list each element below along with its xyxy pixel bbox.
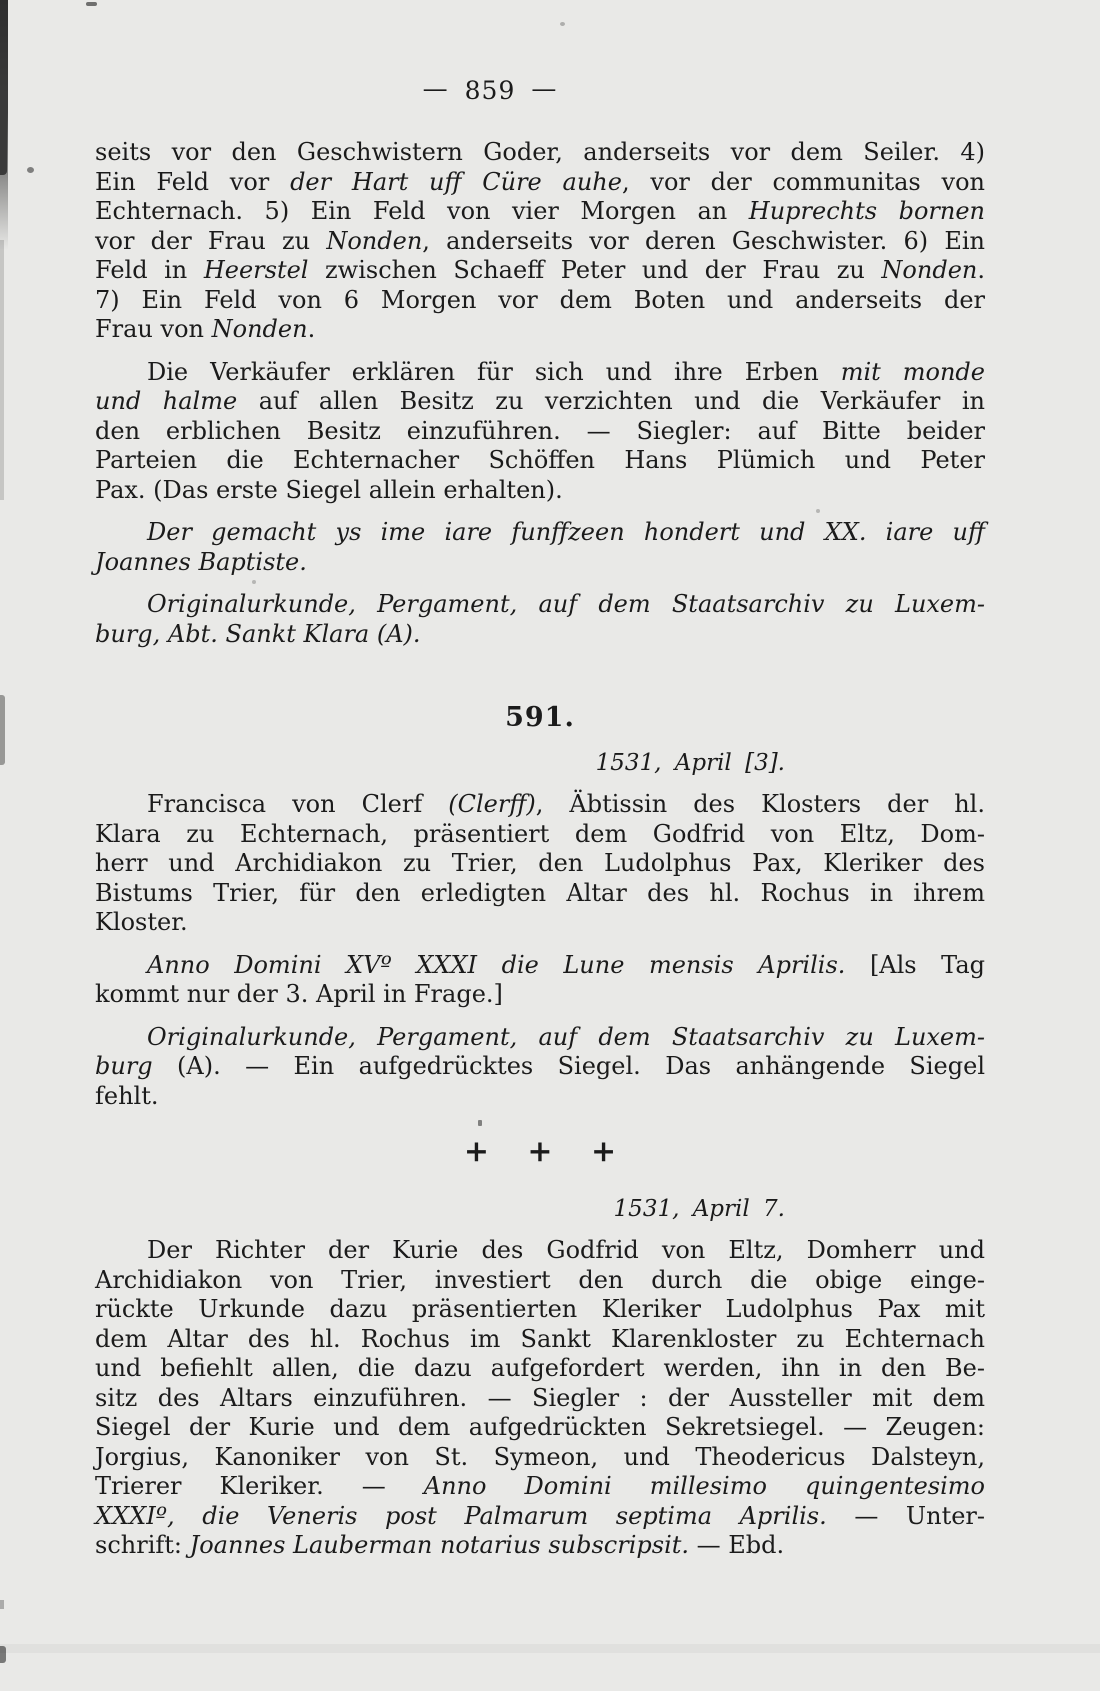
italic-text: der Hart uff Cüre auhe xyxy=(290,167,622,196)
scan-edge-artifact xyxy=(0,0,8,250)
text-line xyxy=(95,590,985,620)
text-line xyxy=(95,197,985,227)
date-line: 1531, April [3]. xyxy=(595,749,785,776)
italic-text: burg, Abt. Sankt Klara (A). xyxy=(95,619,421,648)
roman-text: auf allen Besitz zu verzichten und die Verkäufer in xyxy=(237,387,985,415)
text-line xyxy=(95,358,985,388)
scan-speck xyxy=(0,1600,4,1609)
text-line xyxy=(95,1384,985,1414)
italic-text: Joannes Lauberman notarius subscripsit. xyxy=(189,1531,690,1559)
text-line xyxy=(95,1354,985,1384)
text-line xyxy=(95,518,985,548)
text-line xyxy=(95,256,985,286)
roman-text: Parteien die Echternacher Schöffen Hans Plümich und Peter xyxy=(95,446,985,474)
roman-text: , anderseits vor deren Geschwister. 6) Ein xyxy=(422,226,986,255)
roman-text: zwischen Schaeff Peter und der Frau zu xyxy=(308,256,882,284)
roman-text: . xyxy=(307,315,316,343)
roman-text: (A). — Ein aufgedrücktes Siegel. Das anhängende Siegel xyxy=(152,1052,985,1080)
italic-text: Nonden xyxy=(211,315,308,343)
roman-text: . xyxy=(977,256,985,284)
roman-text: und befiehlt allen, die dazu aufgefordert werden, ihn in den Be- xyxy=(95,1354,985,1382)
roman-text: Ein Feld vor xyxy=(95,167,291,196)
paragraph xyxy=(95,790,985,938)
text-line xyxy=(95,417,985,447)
roman-text: vor der Frau zu xyxy=(95,226,327,255)
roman-text: — Ebd. xyxy=(689,1531,785,1559)
roman-text: , vor der communitas von xyxy=(621,167,985,196)
paragraph xyxy=(95,358,985,506)
paragraph xyxy=(95,138,985,345)
text-line xyxy=(95,1472,985,1502)
italic-text: Originalurkunde, Pergament, auf dem Staatsarchiv zu Luxem- xyxy=(147,1022,985,1051)
scan-edge-artifact xyxy=(0,240,4,500)
scan-edge-artifact xyxy=(0,695,5,765)
roman-text: schrift: xyxy=(95,1531,190,1559)
page-number-value: 859 xyxy=(464,76,516,105)
roman-text: herr und Archidiakon zu Trier, den Ludolphus Pax, Kleriker des xyxy=(95,849,985,877)
text-line xyxy=(95,1531,985,1561)
roman-text: Der Richter der Kurie des Godfrid von Eltz, Domherr und xyxy=(147,1236,985,1264)
roman-text: 7) Ein Feld von 6 Morgen vor dem Boten und anderseits der xyxy=(95,285,985,314)
roman-text: dem Altar des hl. Rochus im Sankt Klarenkloster zu Echternach xyxy=(95,1324,985,1353)
italic-text: burg xyxy=(95,1052,153,1080)
text-line xyxy=(95,1082,985,1112)
text-line xyxy=(95,1023,985,1053)
text-line xyxy=(95,951,985,981)
cross-separator: + + + xyxy=(463,1134,617,1169)
text-line xyxy=(95,168,985,198)
text-line xyxy=(95,315,985,345)
text-line xyxy=(95,1325,985,1355)
roman-text: seits vor den Geschwistern Goder, anderseits vor dem Seiler. 4) xyxy=(95,138,985,166)
italic-text: Anno Domini millesimo quingentesimo xyxy=(423,1472,985,1500)
roman-text: rückte Urkunde dazu präsentierten Kleriker Ludolphus Pax mit xyxy=(95,1295,985,1323)
entry-number-heading: 591. xyxy=(505,702,575,733)
text-line xyxy=(95,790,985,820)
roman-text: fehlt. xyxy=(95,1081,159,1110)
text-line xyxy=(95,286,985,316)
text-line xyxy=(95,820,985,850)
text-line xyxy=(95,620,985,650)
scan-speck xyxy=(0,1646,6,1663)
text-block xyxy=(95,138,985,1574)
scan-speck xyxy=(560,22,565,26)
text-line xyxy=(95,980,985,1010)
text-line xyxy=(95,908,985,938)
text-line xyxy=(95,548,985,578)
date-line: 1531, April 7. xyxy=(613,1195,785,1222)
text-line xyxy=(95,1266,985,1296)
roman-text: Francisca von Clerf xyxy=(147,790,449,818)
roman-text: sitz des Altars einzuführen. — Siegler : der Aussteller mit dem xyxy=(95,1383,985,1412)
paragraph xyxy=(95,1236,985,1561)
roman-text: Kloster. xyxy=(95,908,188,936)
text-line xyxy=(95,849,985,879)
scan-speck xyxy=(86,2,97,6)
roman-text: Jorgius, Kanoniker von St. Symeon, und Theodericus Dalsteyn, xyxy=(95,1442,985,1471)
page-number-dash: — xyxy=(422,74,449,103)
roman-text: , Äbtissin des Klosters der hl. xyxy=(535,790,985,818)
text-line xyxy=(95,1295,985,1325)
italic-text: mit monde xyxy=(840,357,985,386)
italic-text: (Clerff) xyxy=(448,790,536,818)
italic-text: Originalurkunde, Pergament, auf dem Staatsarchiv zu Luxem- xyxy=(147,590,985,618)
italic-text: Der gemacht ys ime iare funffzeen hondert und XX. iare uff xyxy=(147,518,985,546)
italic-text: XXXIº, die Veneris post Palmarum septima Aprilis. xyxy=(95,1501,827,1530)
roman-text: Trierer Kleriker. — xyxy=(95,1472,424,1500)
text-line xyxy=(95,387,985,417)
italic-text: Nonden xyxy=(881,256,978,284)
italic-text: Huprechts bornen xyxy=(748,197,985,225)
text-line xyxy=(95,138,985,168)
roman-text: Archidiakon von Trier, investiert den durch die obige einge- xyxy=(95,1265,985,1294)
text-line xyxy=(95,446,985,476)
text-line xyxy=(95,227,985,257)
roman-text: [Als Tag xyxy=(845,950,985,979)
text-line xyxy=(95,879,985,909)
paragraph xyxy=(95,518,985,577)
roman-text: — Unter- xyxy=(826,1501,985,1530)
scan-shadow-band xyxy=(0,1644,1100,1653)
paragraph xyxy=(95,951,985,1010)
text-line xyxy=(95,1502,985,1532)
scan-speck xyxy=(27,167,34,173)
roman-text: den erblichen Besitz einzuführen. — Siegler: auf Bitte beider xyxy=(95,416,985,445)
page-number-dash: — xyxy=(531,74,558,103)
roman-text: Pax. (Das erste Siegel allein erhalten). xyxy=(95,475,563,504)
text-line xyxy=(95,1413,985,1443)
italic-text: Nonden xyxy=(326,226,423,255)
text-line xyxy=(95,1443,985,1473)
italic-text: Heerstel xyxy=(203,256,309,284)
page-number xyxy=(0,76,980,105)
roman-text: Frau von xyxy=(95,315,212,343)
italic-text: Joannes Baptiste. xyxy=(95,547,307,576)
roman-text: Bistums Trier, für den erledigten Altar des hl. Rochus in ihrem xyxy=(95,878,985,907)
paragraph xyxy=(95,590,985,649)
text-line xyxy=(95,1052,985,1082)
roman-text: Feld in xyxy=(95,256,204,284)
roman-text: Die Verkäufer erklären für sich und ihre Erben xyxy=(147,357,841,386)
text-line xyxy=(95,476,985,506)
paragraph xyxy=(95,1023,985,1112)
text-line xyxy=(95,1236,985,1266)
roman-text: kommt nur der 3. April in Frage.] xyxy=(95,980,503,1008)
roman-text: Echternach. 5) Ein Feld von vier Morgen an xyxy=(95,197,749,225)
italic-text: und halme xyxy=(95,387,238,415)
roman-text: Klara zu Echternach, präsentiert dem Godfrid von Eltz, Dom- xyxy=(95,819,985,848)
italic-text: Anno Domini XVº XXXI die Lune mensis Aprilis. xyxy=(147,950,846,979)
roman-text: Siegel der Kurie und dem aufgedrückten Sekretsiegel. — Zeugen: xyxy=(95,1413,985,1441)
